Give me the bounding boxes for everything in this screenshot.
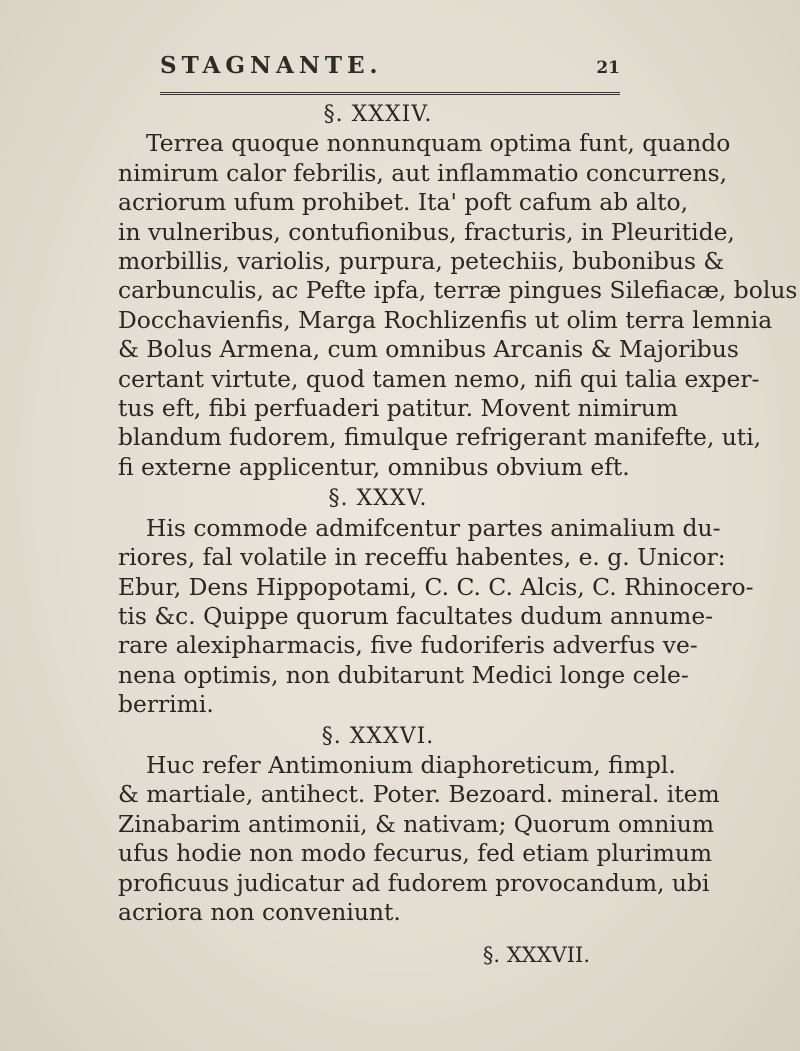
body-text <box>118 98 798 971</box>
page-number: 21 <box>596 58 620 78</box>
text-line: nimirum calor febrilis, aut inflammatio concurrens, <box>118 158 728 187</box>
section-34 <box>118 100 798 482</box>
text-line: Docchavienfis, Marga Rochlizenfis ut olim terra lemnia <box>118 305 773 334</box>
page-header <box>160 52 620 79</box>
text-line: Terrea quoque nonnunquam optima funt, quando <box>146 129 731 158</box>
text-line: acriorum ufum prohibet. Ita' poft cafum ab alto, <box>118 188 688 217</box>
text-line: ufus hodie non modo fecurus, fed etiam plurimum <box>118 839 713 868</box>
section-heading: §. XXXVI. <box>321 723 435 749</box>
paragraph <box>118 513 754 720</box>
text-line: rare alexipharmacis, five fudoriferis adverfus ve- <box>118 631 698 660</box>
text-line: & Bolus Armena, cum omnibus Arcanis & Majoribus <box>118 335 739 364</box>
section-36 <box>118 722 720 928</box>
text-line: & martiale, antihect. Poter. Bezoard. mineral. item <box>118 780 720 809</box>
text-line: His commode admifcentur partes animalium du- <box>146 513 721 542</box>
text-line: acriora non conveniunt. <box>118 897 401 926</box>
paragraph <box>118 750 720 927</box>
paragraph <box>118 129 798 482</box>
text-line: Ebur, Dens Hippopotami, C. C. C. Alcis, C. Rhinocero- <box>118 572 754 601</box>
header-rule <box>160 92 620 95</box>
text-line: carbunculis, ac Pefte ipfa, terræ pingues Silefiacæ, bolus <box>118 276 798 305</box>
section-heading: §. XXXIV. <box>323 102 433 127</box>
text-line: Huc refer Antimonium diaphoreticum, fimpl. <box>146 750 676 779</box>
section-35 <box>118 484 754 719</box>
running-head: STAGNANTE. <box>160 52 383 79</box>
text-line: certant virtute, quod tamen nemo, nifi qui talia exper- <box>118 364 760 393</box>
text-line: Zinabarim antimonii, & nativam; Quorum omnium <box>118 809 715 838</box>
text-line: nena optimis, non dubitarunt Medici longe cele- <box>118 660 689 689</box>
text-line: tus eft, fibi perfuaderi patitur. Movent nimirum <box>118 394 679 423</box>
text-line: blandum fudorem, fimulque refrigerant manifefte, uti, <box>118 423 762 452</box>
text-line: berrimi. <box>118 690 214 719</box>
text-line: fi externe applicentur, omnibus obvium eft. <box>118 452 630 481</box>
text-line: riores, fal volatile in receffu habentes, e. g. Unicor: <box>118 543 726 572</box>
text-line: morbillis, variolis, purpura, petechiis, bubonibus & <box>118 247 725 276</box>
catchword: §. XXXVII. <box>482 943 590 968</box>
text-line: proficuus judicatur ad fudorem provocandum, ubi <box>118 868 710 897</box>
text-line: in vulneribus, contufionibus, fracturis, in Pleuritide, <box>118 217 735 246</box>
section-heading: §. XXXV. <box>328 486 428 512</box>
text-line: tis &c. Quippe quorum facultates dudum annume- <box>118 601 714 630</box>
